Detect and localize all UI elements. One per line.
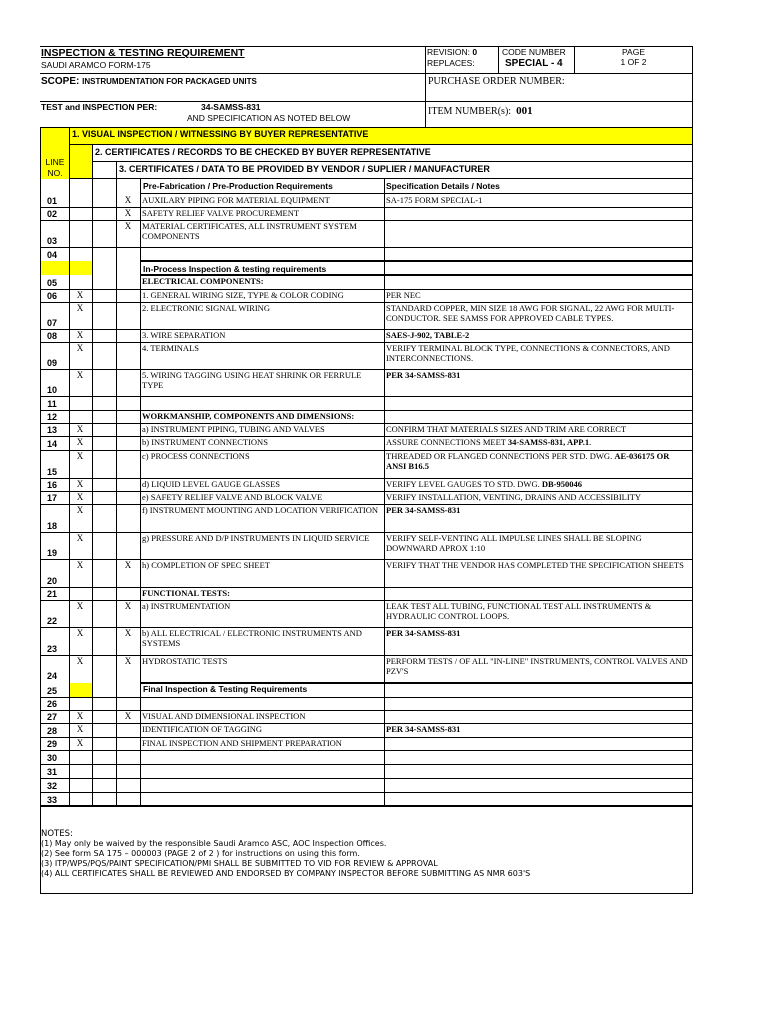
line-number: 27 xyxy=(46,712,57,722)
row-divider xyxy=(40,750,693,751)
line-number: 28 xyxy=(46,726,57,736)
specification-text: PER 34-SAMSS-831 xyxy=(386,628,461,638)
check-mark-visual: X xyxy=(76,711,84,721)
requirement-text: a) INSTRUMENTATION xyxy=(142,601,231,611)
row-divider xyxy=(40,792,693,793)
requirement-text: b) INSTRUMENT CONNECTIONS xyxy=(142,437,268,447)
line-number: 24 xyxy=(46,671,57,681)
check-mark-vendor: X xyxy=(124,221,132,231)
requirement-text: b) ALL ELECTRICAL / ELECTRONIC INSTRUMENTS AND SYSTEMS xyxy=(142,628,362,648)
specification-text: SA-175 FORM SPECIAL-1 xyxy=(386,195,483,205)
in-process-header: In-Process Inspection & testing requirements xyxy=(143,264,327,274)
check-mark-visual: X xyxy=(76,437,84,447)
check-mark-visual: X xyxy=(76,479,84,489)
line-number: 25 xyxy=(46,686,57,696)
code-number-value: SPECIAL - 4 xyxy=(505,58,563,69)
line-number: 20 xyxy=(46,576,57,586)
page-value: 1 OF 2 xyxy=(620,57,647,67)
check-mark-vendor: X xyxy=(124,601,132,611)
line-number: 11 xyxy=(47,399,57,409)
requirement-text: 2. ELECTRONIC SIGNAL WIRING xyxy=(142,303,270,313)
line-number: 08 xyxy=(46,331,57,341)
line-number: 31 xyxy=(46,767,57,777)
note-2: (2) See form SA 175 – 000003 (PAGE 2 of 2 ) for instructions on using this form. xyxy=(41,849,360,858)
check-mark-vendor: X xyxy=(124,560,132,570)
check-mark-vendor: X xyxy=(124,628,132,638)
specification-text: VERIFY INSTALLATION, VENTING, DRAINS AND ACCESSIBILITY xyxy=(386,492,642,502)
check-mark-visual: X xyxy=(76,343,84,353)
row-divider xyxy=(40,697,693,698)
requirement-text: FUNCTIONAL TESTS: xyxy=(142,588,230,598)
specification-text: VERIFY SELF-VENTING ALL IMPULSE LINES SHALL BE SLOPING DOWNWARD APROX 1:10 xyxy=(386,533,642,553)
check-mark-visual: X xyxy=(76,738,84,748)
test-per-label: TEST and INSPECTION PER: xyxy=(41,102,158,112)
scope-line: SCOPE: INSTRUMDENTATION FOR PACKAGED UNITS xyxy=(41,76,257,87)
specification-text: PER 34-SAMSS-831 xyxy=(386,505,461,515)
requirement-text: f) INSTRUMENT MOUNTING AND LOCATION VERIFICATION xyxy=(142,505,379,515)
specification-text: THREADED OR FLANGED CONNECTIONS PER STD. DWG. AE-036175 OR ANSI B16.5 xyxy=(386,451,670,471)
check-mark-vendor: X xyxy=(124,656,132,666)
po-number-label: PURCHASE ORDER NUMBER: xyxy=(428,76,565,87)
check-mark-vendor: X xyxy=(124,711,132,721)
line-number: 10 xyxy=(46,385,57,395)
note-4: (4) ALL CERTIFICATES SHALL BE REVIEWED AND ENDORSED BY COMPANY INSPECTOR BEFORE SUBMITTING AS NMR 603'S xyxy=(41,869,531,878)
check-mark-visual: X xyxy=(76,656,84,666)
line-number: 04 xyxy=(46,250,57,260)
specification-text: PER 34-SAMSS-831 xyxy=(386,724,461,734)
line-number: 33 xyxy=(46,795,57,805)
section-2-title: 2. CERTIFICATES / RECORDS TO BE CHECKED BY BUYER REPRESENTATIVE xyxy=(95,147,431,157)
note-1: (1) May only be waived by the responsible Saudi Aramco ASC, AOC Inspection Offices. xyxy=(41,839,387,848)
check-mark-visual: X xyxy=(76,451,84,461)
page-label: PAGE xyxy=(622,47,645,57)
requirement-text: d) LIQUID LEVEL GAUGE GLASSES xyxy=(142,479,281,489)
line-number: 32 xyxy=(46,781,57,791)
line-number: 30 xyxy=(46,753,57,763)
row-divider xyxy=(40,396,693,397)
line-number: 26 xyxy=(46,699,57,709)
requirement-text: VISUAL AND DIMENSIONAL INSPECTION xyxy=(142,711,306,721)
check-mark-visual: X xyxy=(76,533,84,543)
notes-title: NOTES: xyxy=(41,829,73,839)
check-mark-vendor: X xyxy=(124,195,132,205)
final-inspection-header: Final Inspection & Testing Requirements xyxy=(143,684,308,694)
line-number: 19 xyxy=(46,548,57,558)
specification-text: PER 34-SAMSS-831 xyxy=(386,370,461,380)
line-number: 15 xyxy=(46,467,57,477)
line-number: 02 xyxy=(46,209,57,219)
form-title: INSPECTION & TESTING REQUIREMENT xyxy=(41,47,245,59)
line-number: 13 xyxy=(46,425,57,435)
requirement-text: WORKMANSHIP, COMPONENTS AND DIMENSIONS: xyxy=(142,411,355,421)
line-number: 21 xyxy=(46,589,57,599)
specification-text: STANDARD COPPER, MIN SIZE 18 AWG FOR SIGNAL, 22 AWG FOR MULTI-CONDUCTOR. SEE SAMSS FOR APPROVED CABLE TYPES. xyxy=(386,303,675,323)
check-mark-visual: X xyxy=(76,290,84,300)
check-mark-visual: X xyxy=(76,330,84,340)
test-per-note: AND SPECIFICATION AS NOTED BELOW xyxy=(187,113,351,123)
requirement-text: 5. WIRING TAGGING USING HEAT SHRINK OR FERRULE TYPE xyxy=(142,370,362,390)
requirement-text: c) PROCESS CONNECTIONS xyxy=(142,451,250,461)
check-mark-visual: X xyxy=(76,505,84,515)
requirement-text: a) INSTRUMENT PIPING, TUBING AND VALVES xyxy=(142,424,325,434)
line-number: 16 xyxy=(46,480,57,490)
check-mark-visual: X xyxy=(76,560,84,570)
specification-text: ASSURE CONNECTIONS MEET 34-SAMSS-831, APP.1. xyxy=(386,437,592,447)
check-mark-vendor: X xyxy=(124,208,132,218)
revision-label: REVISION: 0 xyxy=(427,47,478,57)
row-04-highlight xyxy=(40,261,93,275)
row-25-highlight xyxy=(70,683,93,697)
check-mark-visual: X xyxy=(76,303,84,313)
specification-text: PER NEC xyxy=(386,290,421,300)
section-1-title: 1. VISUAL INSPECTION / WITNESSING BY BUYER REPRESENTATIVE xyxy=(72,129,369,139)
check-mark-visual: X xyxy=(76,424,84,434)
check-mark-visual: X xyxy=(76,724,84,734)
requirement-text: AUXILARY PIPING FOR MATERIAL EQUIPMENT xyxy=(142,195,330,205)
line-number: 12 xyxy=(46,412,57,422)
line-number: 18 xyxy=(46,521,57,531)
specification-column-header: Specification Details / Notes xyxy=(386,181,500,191)
check-mark-visual: X xyxy=(76,601,84,611)
requirement-text: g) PRESSURE AND D/P INSTRUMENTS IN LIQUID SERVICE xyxy=(142,533,370,543)
line-number: 17 xyxy=(46,493,57,503)
check-mark-visual: X xyxy=(76,492,84,502)
requirement-text: 3. WIRE SEPARATION xyxy=(142,330,226,340)
row-divider xyxy=(40,806,693,807)
requirement-text: h) COMPLETION OF SPEC SHEET xyxy=(142,560,270,570)
replaces-label: REPLACES: xyxy=(427,58,475,68)
line-number: 29 xyxy=(46,739,57,749)
specification-text: CONFIRM THAT MATERIALS SIZES AND TRIM ARE CORRECT xyxy=(386,424,627,434)
specification-text: VERIFY TERMINAL BLOCK TYPE, CONNECTIONS & CONNECTORS, AND INTERCONNECTIONS. xyxy=(386,343,670,363)
requirement-text: 4. TERMINALS xyxy=(142,343,199,353)
form-number: SAUDI ARAMCO FORM-175 xyxy=(41,60,151,70)
requirement-text: FINAL INSPECTION AND SHIPMENT PREPARATION xyxy=(142,738,342,748)
requirement-text: MATERIAL CERTIFICATES, ALL INSTRUMENT SYSTEM COMPONENTS xyxy=(142,221,357,241)
note-3: (3) ITP/WPS/PQS/PAINT SPECIFICATION/PMI SHALL BE SUBMITTED TO VID FOR REVIEW & APPROVAL xyxy=(41,859,438,868)
row-divider xyxy=(40,247,693,248)
specification-text: LEAK TEST ALL TUBING, FUNCTIONAL TEST ALL INSTRUMENTS & HYDRAULIC CONTROL LOOPS. xyxy=(386,601,652,621)
line-no-header: LINE NO. xyxy=(45,157,65,178)
specification-text: PERFORM TESTS / OF ALL "IN-LINE" INSTRUMENTS, CONTROL VALVES AND PZV'S xyxy=(386,656,688,676)
requirement-text: SAFETY RELIEF VALVE PROCUREMENT xyxy=(142,208,300,218)
check-mark-visual: X xyxy=(76,370,84,380)
requirement-text: HYDROSTATIC TESTS xyxy=(142,656,228,666)
code-number-label: CODE NUMBER xyxy=(502,47,566,57)
specification-text: VERIFY LEVEL GAUGES TO STD. DWG. DB-950046 xyxy=(386,479,582,489)
test-per-value: 34-SAMSS-831 xyxy=(201,102,261,112)
requirement-text: 1. GENERAL WIRING SIZE, TYPE & COLOR CODING xyxy=(142,290,344,300)
row-divider xyxy=(40,764,693,765)
requirements-column-header: Pre-Fabrication / Pre-Production Requirements xyxy=(143,181,333,191)
line-number: 03 xyxy=(46,236,57,246)
line-number: 05 xyxy=(46,278,57,288)
row-divider xyxy=(40,778,693,779)
line-number: 22 xyxy=(46,616,57,626)
specification-text: VERIFY THAT THE VENDOR HAS COMPLETED THE SPECIFICATION SHEETS xyxy=(386,560,684,570)
requirement-text: ELECTRICAL COMPONENTS: xyxy=(142,276,264,286)
specification-text: SAES-J-902, TABLE-2 xyxy=(386,330,470,340)
line-number: 01 xyxy=(46,196,57,206)
check-mark-visual: X xyxy=(76,628,84,638)
section-3-title: 3. CERTIFICATES / DATA TO BE PROVIDED BY VENDOR / SUPLIER / MANUFACTURER xyxy=(119,164,490,174)
item-number-label: ITEM NUMBER(s): 001 xyxy=(428,105,533,117)
requirement-text: IDENTIFICATION OF TAGGING xyxy=(142,724,263,734)
line-number: 07 xyxy=(46,318,57,328)
line-number: 09 xyxy=(46,358,57,368)
line-number: 23 xyxy=(46,644,57,654)
requirement-text: e) SAFETY RELIEF VALVE AND BLOCK VALVE xyxy=(142,492,323,502)
line-number: 14 xyxy=(46,439,57,449)
line-number: 06 xyxy=(46,291,57,301)
